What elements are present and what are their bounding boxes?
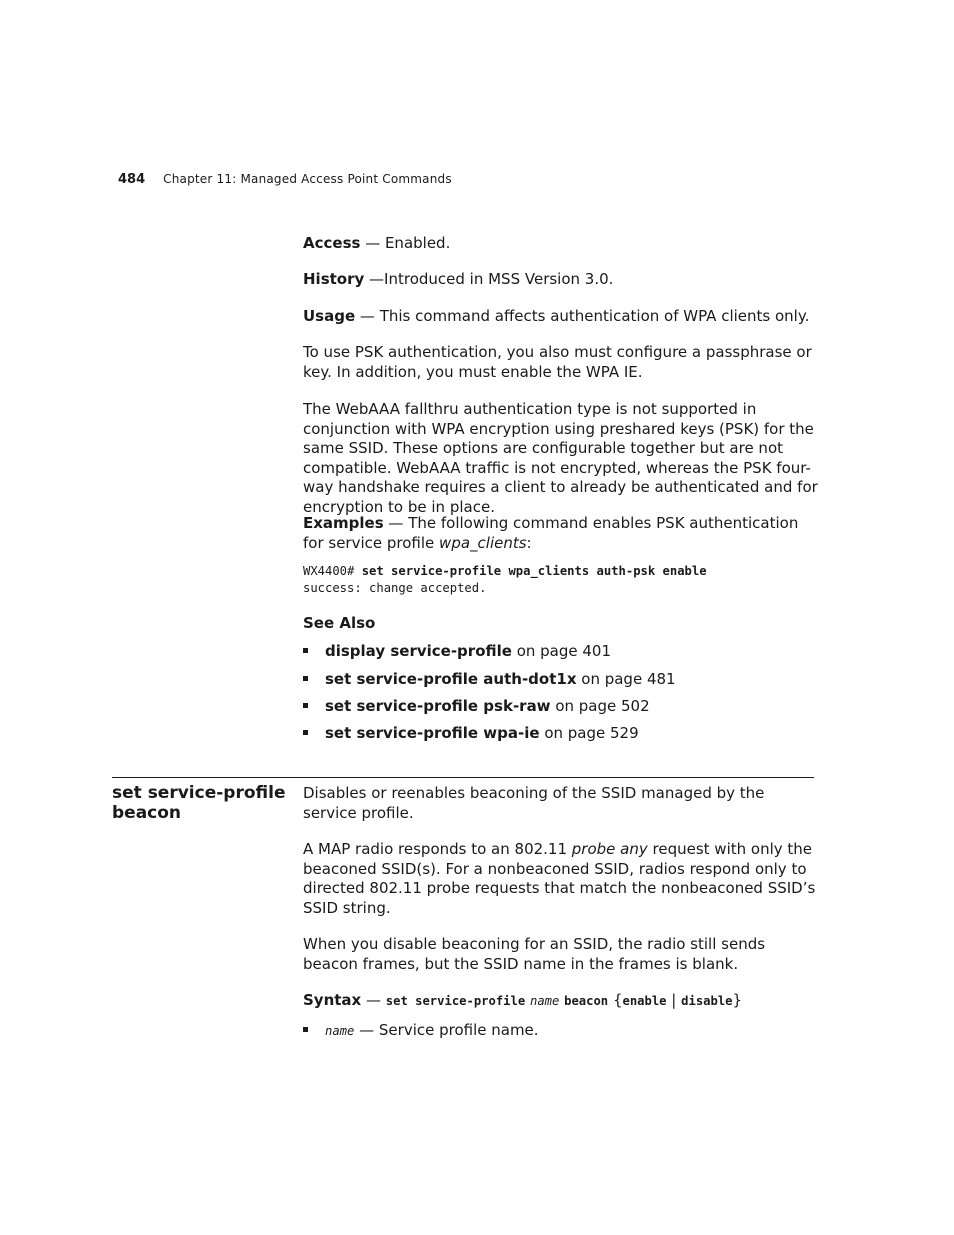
section-divider xyxy=(112,777,814,778)
section-description: Disables or reenables beaconing of the SSID managed by the service profile. xyxy=(303,784,765,822)
access-text: — Enabled. xyxy=(360,234,451,252)
syntax-brace-close: } xyxy=(732,991,743,1009)
usage-line xyxy=(303,307,818,327)
code-example xyxy=(303,563,707,597)
syntax-pipe: | xyxy=(671,991,677,1009)
syntax-label: Syntax xyxy=(303,991,362,1009)
section-paragraph-1 xyxy=(303,840,818,918)
access-line xyxy=(303,234,818,254)
see-also-command: set service-profile wpa-ie xyxy=(325,724,540,742)
see-also-item xyxy=(303,669,676,689)
para1-end: request with only the beaconed SSID(s). For a nonbeaconed SSID, radios respond only to directed 802.11 probe requests that match the nonbeaconed SSID’s SSID string. xyxy=(303,840,816,917)
code-prompt: WX4400# xyxy=(303,564,362,578)
see-also-command: set service-profile psk-raw xyxy=(325,697,551,715)
examples-profile: wpa_clients xyxy=(439,533,527,552)
bullet-marker xyxy=(303,703,308,708)
see-also-item xyxy=(303,696,650,716)
bullet-marker xyxy=(303,648,308,653)
bullet-marker xyxy=(303,676,308,681)
usage-paragraph-2: The WebAAA fallthru authentication type is not supported in conjunction with WPA encryption using preshared keys (PSK) for the same SSID. These options are configurable together but are not compatible. WebAAA traffic is not encrypted, whereas the PSK four-way handshake requires a client to already be authenticated and for encryption to be in place. xyxy=(303,400,818,516)
code-command: set service-profile wpa_clients auth-psk enable xyxy=(361,564,707,578)
see-also-page: on page 502 xyxy=(550,697,650,715)
see-also-item xyxy=(303,641,611,661)
usage-paragraph-1: To use PSK authentication, you also must configure a passphrase or key. In addition, you must enable the WPA IE. xyxy=(303,343,812,381)
param-item xyxy=(303,1020,539,1041)
syntax-brace-open: { xyxy=(612,991,623,1009)
syntax-beacon: beacon xyxy=(564,994,609,1008)
examples-line xyxy=(303,514,818,553)
see-also-command: set service-profile auth-dot1x xyxy=(325,670,577,688)
see-also-item xyxy=(303,723,639,743)
examples-label: Examples xyxy=(303,514,384,532)
section-title: set service-profile beacon xyxy=(112,783,286,823)
examples-text: — The following command enables PSK authentication for service profile xyxy=(303,514,799,552)
para1-emphasis: probe any xyxy=(571,840,648,858)
syntax-command: set service-profile xyxy=(385,994,526,1008)
see-also-command: display service-profile xyxy=(325,642,512,660)
examples-colon: : xyxy=(526,533,532,552)
syntax-enable: enable xyxy=(622,994,667,1008)
history-label: History xyxy=(303,270,365,288)
access-label: Access xyxy=(303,234,361,252)
see-also-page: on page 529 xyxy=(539,724,639,742)
syntax-name-param: name xyxy=(529,994,560,1008)
page-number: 484 xyxy=(118,172,146,187)
running-header xyxy=(118,172,452,187)
param-desc: — Service profile name. xyxy=(354,1021,539,1039)
see-also-page: on page 481 xyxy=(576,670,676,688)
syntax-line xyxy=(303,991,863,1012)
para1-start: A MAP radio responds to an 802.11 xyxy=(303,840,572,858)
usage-label: Usage xyxy=(303,307,356,325)
bullet-marker xyxy=(303,730,308,735)
syntax-disable: disable xyxy=(681,994,733,1008)
history-line xyxy=(303,270,818,290)
see-also-heading: See Also xyxy=(303,614,376,632)
section-paragraph-2: When you disable beaconing for an SSID, the radio still sends beacon frames, but the SSID name in the frames is blank. xyxy=(303,935,766,973)
history-text: —Introduced in MSS Version 3.0. xyxy=(364,270,614,288)
bullet-marker xyxy=(303,1027,308,1032)
code-output: success: change accepted. xyxy=(303,581,487,595)
syntax-dash: — xyxy=(361,991,386,1009)
usage-text: — This command affects authentication of WPA clients only. xyxy=(355,307,810,325)
see-also-page: on page 401 xyxy=(511,642,612,660)
chapter-title: Chapter 11: Managed Access Point Commands xyxy=(163,172,452,186)
param-name: name xyxy=(325,1024,355,1038)
